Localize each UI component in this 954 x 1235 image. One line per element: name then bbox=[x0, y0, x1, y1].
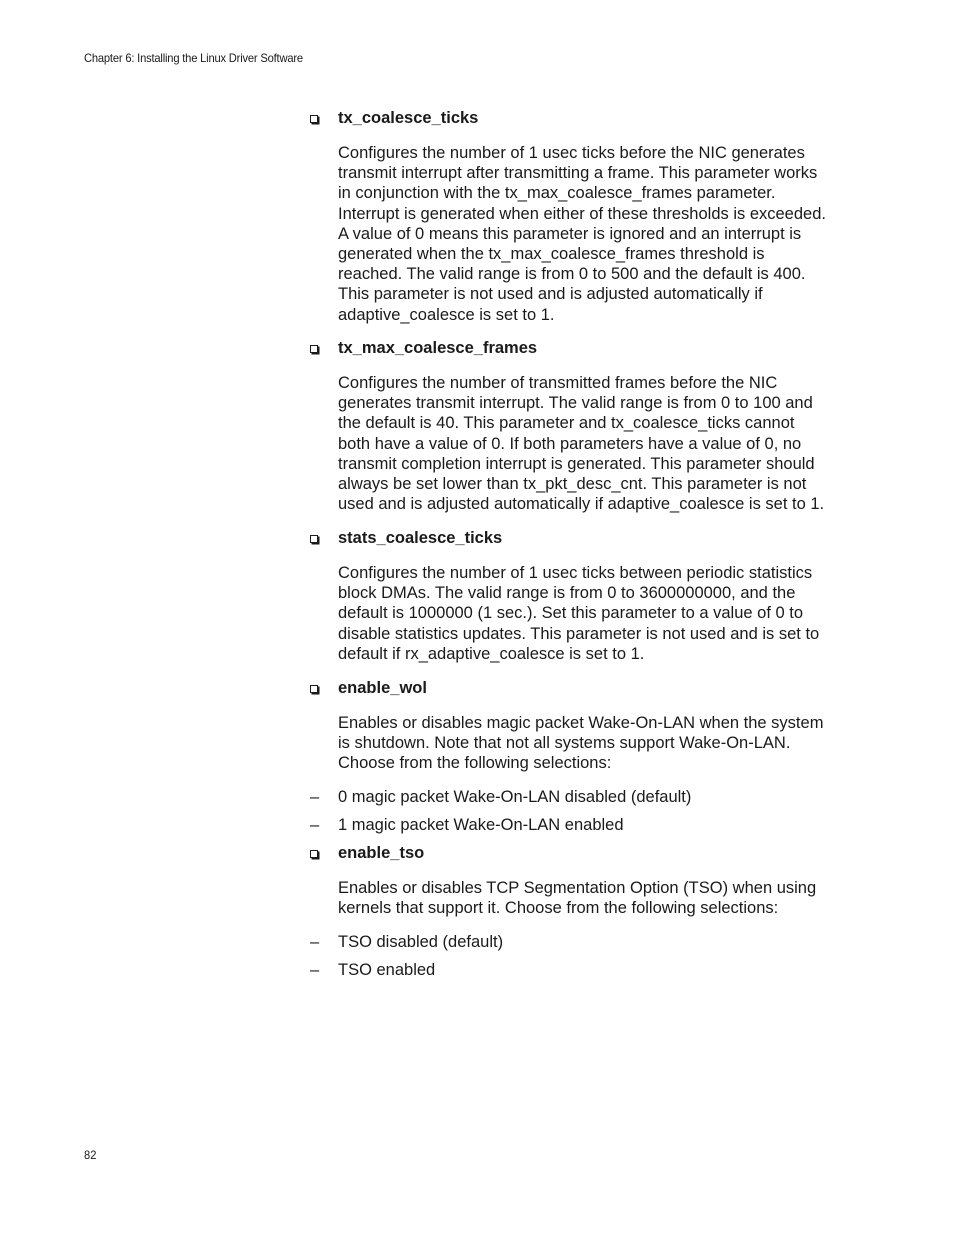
dash-bullet: – bbox=[310, 816, 320, 834]
checkbox-bullet-icon bbox=[310, 535, 318, 543]
param-heading-enable-wol: enable_wol bbox=[338, 679, 427, 697]
checkbox-bullet-icon bbox=[310, 345, 318, 353]
description-line: Configures the number of 1 usec ticks between periodic statistics bbox=[338, 564, 813, 582]
checkbox-bullet-icon bbox=[310, 685, 318, 693]
description-line: transmit interrupt after transmitting a frame. This parameter works bbox=[338, 164, 818, 183]
description-line: Choose from the following selections: bbox=[338, 754, 612, 773]
dash-bullet: – bbox=[310, 788, 320, 806]
description-line: generated when the tx_max_coalesce_frames threshold is bbox=[338, 245, 765, 264]
param-description-enable-wol bbox=[338, 713, 848, 774]
description-line: disable statistics updates. This parameter is not used and is set to bbox=[338, 624, 820, 643]
description-line: adaptive_coalesce is set to 1. bbox=[338, 305, 555, 324]
option-item: 0 magic packet Wake-On-LAN disabled (default) bbox=[338, 788, 692, 806]
description-line: This parameter is not used and is adjusted automatically if bbox=[338, 285, 763, 304]
param-heading-tx-max-coalesce-frames: tx_max_coalesce_frames bbox=[338, 339, 538, 357]
description-line: the default is 40. This parameter and tx_coalesce_ticks cannot bbox=[338, 414, 795, 433]
description-line: is shutdown. Note that not all systems support Wake-On-LAN. bbox=[338, 734, 791, 753]
description-line: always be set lower than tx_pkt_desc_cnt. This parameter is not bbox=[338, 475, 807, 494]
option-item: 1 magic packet Wake-On-LAN enabled bbox=[338, 816, 624, 834]
description-line: kernels that support it. Choose from the following selections: bbox=[338, 899, 779, 918]
description-line: both have a value of 0. If both parameters have a value of 0, no bbox=[338, 434, 802, 453]
checkbox-bullet-icon bbox=[310, 115, 318, 123]
option-item: TSO disabled (default) bbox=[338, 933, 504, 951]
page-number: 82 bbox=[84, 1148, 97, 1162]
description-line: A value of 0 means this parameter is ignored and an interrupt is bbox=[338, 224, 802, 243]
option-item: TSO enabled bbox=[338, 961, 436, 979]
description-line: Configures the number of transmitted frames before the NIC bbox=[338, 374, 778, 392]
description-line: Enables or disables TCP Segmentation Option (TSO) when using bbox=[338, 879, 817, 897]
param-heading-enable-tso: enable_tso bbox=[338, 844, 425, 862]
param-heading-tx-coalesce-ticks: tx_coalesce_ticks bbox=[338, 109, 479, 127]
description-line: reached. The valid range is from 0 to 500 and the default is 400. bbox=[338, 265, 806, 284]
description-line: default if rx_adaptive_coalesce is set to 1. bbox=[338, 644, 645, 663]
description-line: generates transmit interrupt. The valid range is from 0 to 100 and bbox=[338, 394, 813, 413]
running-header: Chapter 6: Installing the Linux Driver Software bbox=[84, 51, 303, 65]
param-description-tx-coalesce-ticks bbox=[338, 143, 848, 325]
description-line: Configures the number of 1 usec ticks before the NIC generates bbox=[338, 144, 805, 162]
description-line: default is 1000000 (1 sec.). Set this parameter to a value of 0 to bbox=[338, 604, 804, 623]
param-heading-stats-coalesce-ticks: stats_coalesce_ticks bbox=[338, 529, 503, 547]
description-line: in conjunction with the tx_max_coalesce_frames parameter. bbox=[338, 184, 776, 203]
param-description-stats-coalesce-ticks bbox=[338, 563, 848, 664]
description-line: used and is adjusted automatically if adaptive_coalesce is set to 1. bbox=[338, 495, 825, 514]
description-line: block DMAs. The valid range is from 0 to 3600000000, and the bbox=[338, 584, 796, 603]
dash-bullet: – bbox=[310, 933, 320, 951]
description-line: Enables or disables magic packet Wake-On-LAN when the system bbox=[338, 714, 824, 732]
param-description-enable-tso bbox=[338, 878, 848, 918]
dash-bullet: – bbox=[310, 961, 320, 979]
description-line: transmit completion interrupt is generated. This parameter should bbox=[338, 454, 815, 473]
checkbox-bullet-icon bbox=[310, 850, 318, 858]
param-description-tx-max-coalesce-frames bbox=[338, 373, 848, 514]
description-line: Interrupt is generated when either of these thresholds is exceeded. bbox=[338, 204, 826, 223]
